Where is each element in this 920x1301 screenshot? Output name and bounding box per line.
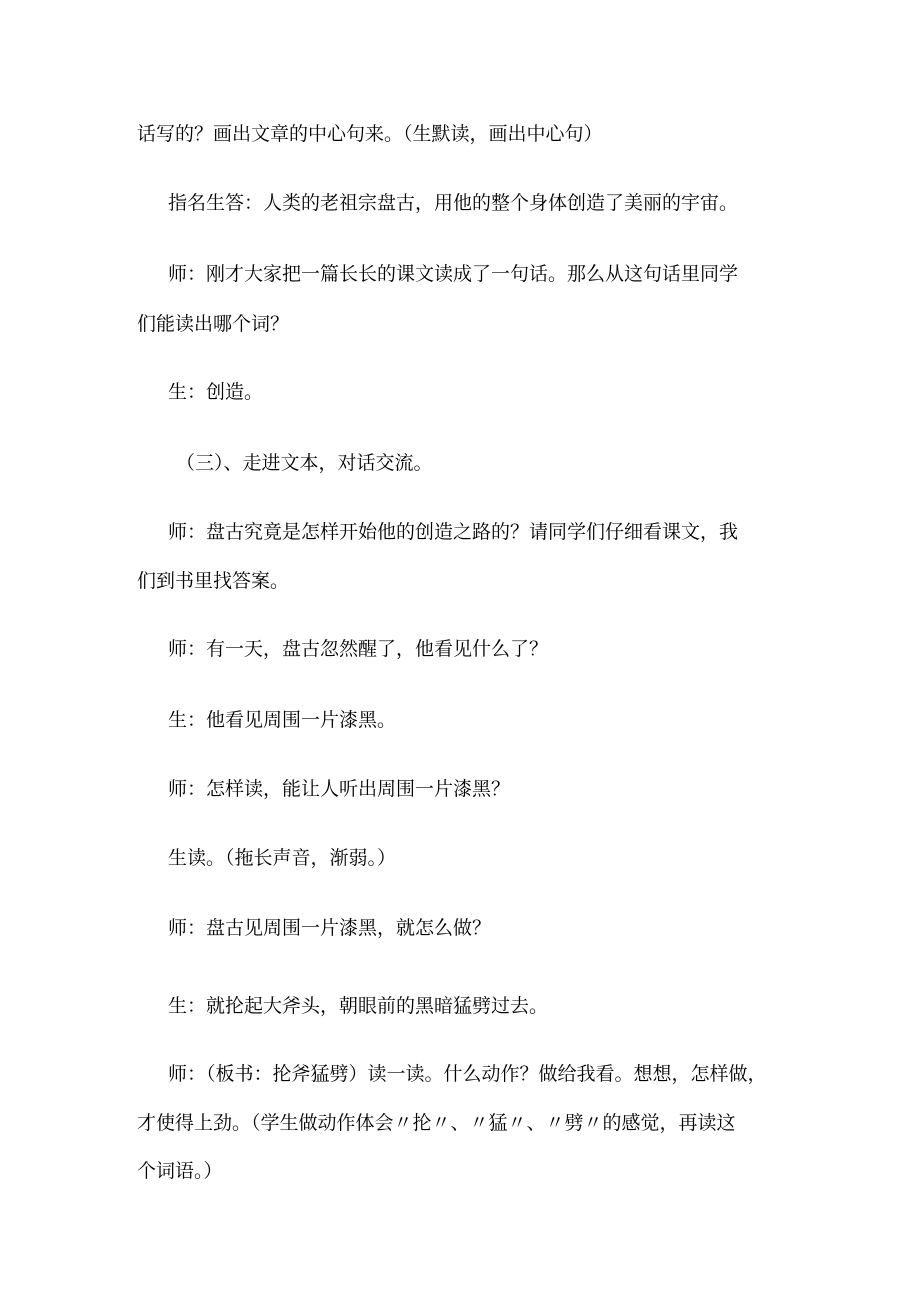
text-line: 个词语。） [137,1160,223,1182]
text-line: 们到书里找答案。 [137,570,290,592]
text-line: 生：创造。 [168,381,264,403]
text-line: 话写的？画出文章的中心句来。（生默读，画出中心句） [137,123,603,145]
text-line: 师：怎样读，能让人听出周围一片漆黑？ [168,778,511,800]
text-line: 师：（板书：抡斧猛劈）读一读。什么动作？做给我看。想想，怎样做， [168,1063,767,1085]
text-line: 师：刚才大家把一篇长长的课文读成了一句话。那么从这句话里同学 [168,263,739,285]
text-line: （三）、走进文本，对话交流。 [176,452,433,474]
text-line: 师：有一天，盘古忽然醒了，他看见什么了？ [168,638,549,660]
text-line: 师：盘古见周围一片漆黑，就怎么做？ [168,917,492,939]
text-line: 生：他看见周围一片漆黑。 [168,709,397,731]
text-line: 生读。（拖长声音，渐弱。） [168,847,397,869]
text-line: 生：就抡起大斧头，朝眼前的黑暗猛劈过去。 [168,995,549,1017]
text-line: 们能读出哪个词？ [137,313,290,335]
text-line: 才使得上劲。（学生做动作体会〃抡〃、〃猛〃、〃劈〃的感觉，再读这 [137,1112,736,1134]
text-line: 指名生答：人类的老祖宗盘古，用他的整个身体创造了美丽的宇宙。 [168,192,739,214]
text-line: 师：盘古究竟是怎样开始他的创造之路的？请同学们仔细看课文，我 [168,521,739,543]
